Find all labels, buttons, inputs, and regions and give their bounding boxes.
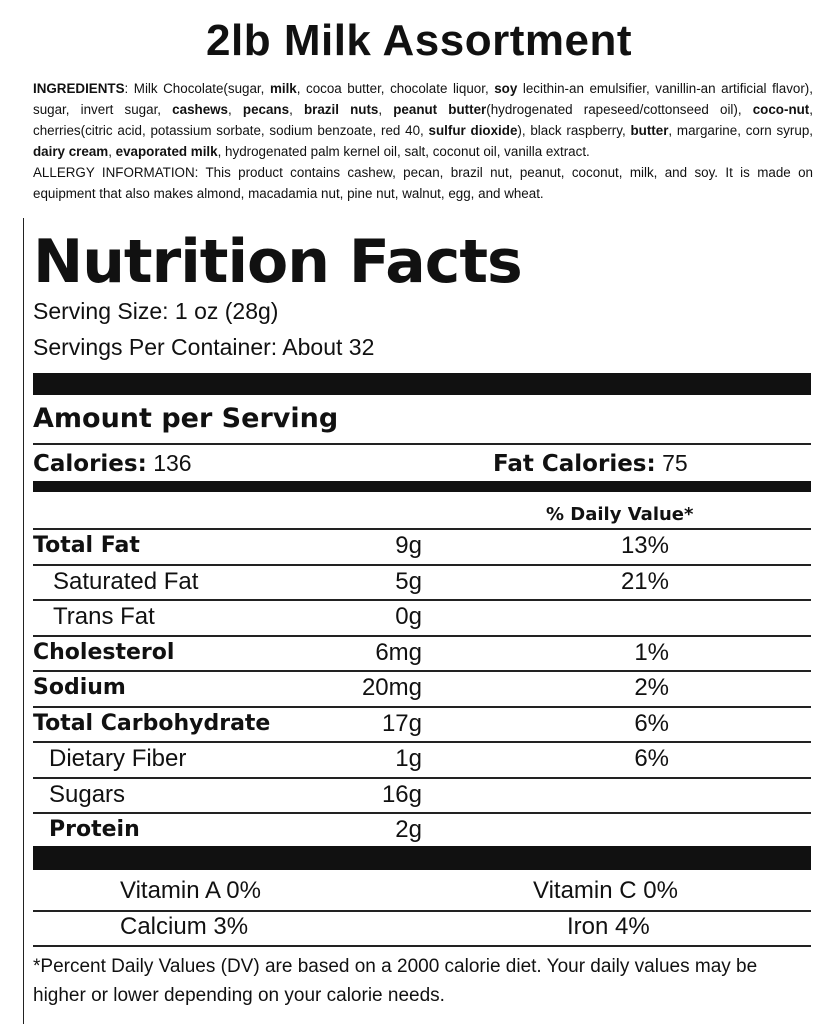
nutrient-row (33, 671, 811, 706)
ingredient-allergen: cashews (172, 102, 229, 117)
calories-value: 136 (146, 450, 192, 476)
medium-divider (33, 481, 811, 492)
ingredient-text: , cherries(citric acid, potassium sorbate, sodium benzoate, red 40, (33, 102, 813, 138)
divider (33, 945, 811, 947)
allergy-label: ALLERGY INFORMATION (33, 165, 195, 180)
ingredient-text: , hydrogenated palm kernel oil, salt, coconut oil, vanilla extract. (217, 144, 590, 159)
product-title: 2lb Milk Assortment (206, 16, 632, 65)
nutrient-daily-value: 2% (634, 674, 669, 701)
servings-per-container: Servings Per Container: About 32 (33, 334, 375, 360)
ingredients-text (33, 81, 813, 159)
nutrient-label: Total Carbohydrate (33, 710, 271, 736)
calories (33, 447, 192, 480)
nutrient-row (33, 742, 811, 777)
nutrient-daily-value: 6% (634, 745, 669, 772)
ingredient-text: lecithin-an emulsifier, vanillin-an artificial flavor), sugar, invert sugar, (33, 81, 813, 117)
allergy-text: : This product contains cashew, pecan, brazil nut, peanut, coconut, milk, and soy. It is made on equipment that also makes almond, macadamia nut, pine nut, walnut, egg, and wheat. (33, 165, 813, 201)
nutrient-label: Sodium (33, 675, 126, 700)
nutrient-label: Total Fat (33, 533, 140, 558)
nutrient-label: Cholesterol (33, 639, 175, 665)
nutrient-label: Saturated Fat (53, 567, 199, 595)
nutrition-facts-title: Nutrition Facts (33, 227, 522, 297)
ingredient-allergen: milk (269, 81, 297, 96)
nutrient-amount: 5g (395, 567, 422, 595)
nutrient-row (33, 600, 811, 635)
nutrient-amount: 17g (381, 709, 422, 737)
calories-label: Calories: (33, 451, 147, 477)
nutrient-row (33, 565, 811, 600)
daily-value-header: % Daily Value* (546, 504, 694, 525)
label-border (23, 218, 24, 1024)
nutrient-amount: 2g (395, 816, 422, 843)
fat-calories-label: Fat Calories: (493, 451, 656, 477)
divider (33, 443, 811, 445)
daily-value-footnote: *Percent Daily Values (DV) are based on a 2000 calorie diet. Your daily values may be higher or lower depending on your calorie needs. (33, 956, 758, 1006)
ingredient-allergen: dairy cream (33, 144, 109, 159)
ingredient-text: , (289, 102, 304, 117)
nutrient-label: Protein (49, 817, 140, 842)
ingredient-text: , (378, 102, 394, 117)
ingredient-allergen: brazil nuts (303, 102, 379, 117)
nutrient-row (33, 778, 811, 813)
ingredient-allergen: evaporated milk (115, 144, 218, 159)
nutrient-row (33, 707, 811, 742)
nutrient-amount: 6mg (375, 638, 422, 666)
ingredient-allergen: sulfur dioxide (428, 123, 518, 138)
vitamin-c: Vitamin C 0% (533, 877, 678, 904)
ingredient-text: : Milk Chocolate(sugar, (124, 81, 270, 96)
vitamin-a: Vitamin A 0% (120, 877, 261, 904)
ingredient-text: (hydrogenated rapeseed/cottonseed oil), (486, 102, 753, 117)
ingredient-allergen: soy (494, 81, 518, 96)
nutrient-amount: 0g (395, 603, 422, 630)
thick-divider (33, 846, 811, 870)
fat-calories-value: 75 (655, 450, 688, 476)
nutrient-daily-value: 6% (634, 709, 669, 737)
nutrient-amount: 9g (395, 532, 422, 559)
ingredient-allergen: pecans (242, 102, 290, 117)
nutrient-label: Sugars (49, 780, 126, 808)
ingredient-text: , (108, 144, 116, 159)
amount-per-serving: Amount per Serving (33, 403, 339, 434)
ingredients-block (33, 78, 813, 204)
nutrient-row (33, 529, 811, 564)
ingredient-text: , cocoa butter, chocolate liquor, (296, 81, 495, 96)
ingredients-paragraph (33, 81, 813, 159)
nutrient-label: Trans Fat (53, 603, 155, 630)
iron: Iron 4% (567, 913, 650, 940)
ingredient-allergen: peanut butter (393, 102, 487, 117)
nutrient-daily-value: 1% (634, 638, 669, 666)
ingredient-text: , margarine, corn syrup, (668, 123, 813, 138)
nutrient-amount: 20mg (361, 674, 422, 701)
thick-divider (33, 373, 811, 395)
nutrient-amount: 16g (381, 780, 422, 808)
nutrient-daily-value: 13% (620, 532, 669, 559)
nutrient-daily-value: 21% (620, 567, 669, 595)
ingredient-text: , (228, 102, 243, 117)
calcium: Calcium 3% (120, 913, 249, 940)
serving-size: Serving Size: 1 oz (28g) (33, 298, 279, 324)
nutrient-row (33, 813, 811, 848)
ingredient-text: ), black raspberry, (517, 123, 631, 138)
nutrient-row (33, 636, 811, 671)
fat-calories (493, 447, 688, 480)
ingredients-label: INGREDIENTS (33, 81, 125, 96)
nutrient-label: Dietary Fiber (49, 745, 187, 772)
ingredient-allergen: coco-nut (752, 102, 810, 117)
nutrient-amount: 1g (395, 745, 422, 772)
ingredient-allergen: butter (630, 123, 669, 138)
allergy-paragraph (33, 165, 813, 201)
